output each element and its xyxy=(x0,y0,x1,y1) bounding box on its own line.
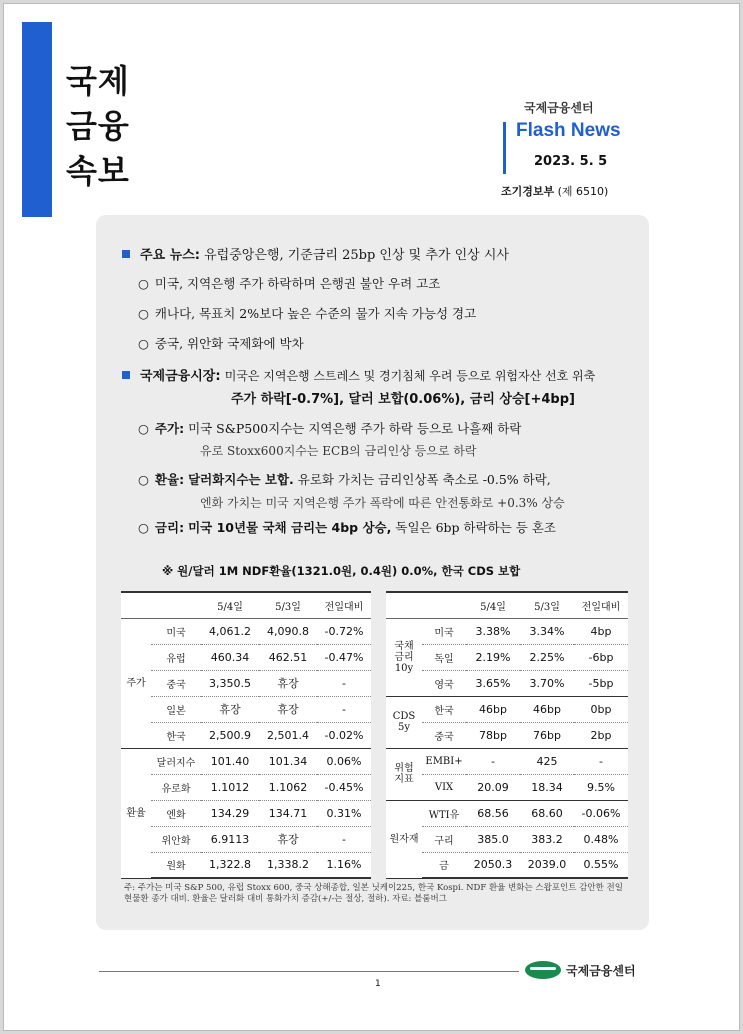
table-row xyxy=(121,670,371,696)
report-date: 2023. 5. 5 xyxy=(534,154,608,169)
stock-fx-table xyxy=(121,591,371,879)
table-cell: - xyxy=(466,748,520,774)
table-cell: 425 xyxy=(520,748,574,774)
table-row xyxy=(386,800,628,826)
title-line-2: 금융 xyxy=(66,107,130,145)
kcif-logo-icon xyxy=(525,961,561,979)
table-cell: 1.1012 xyxy=(201,774,259,800)
group-label: CDS 5y xyxy=(386,696,422,748)
table-cell: 4,061.2 xyxy=(201,618,259,644)
title-line-3: 속보 xyxy=(66,152,130,190)
column-header: 전일대비 xyxy=(317,592,371,618)
row-label: 원화 xyxy=(151,852,201,878)
table-cell: 6.9113 xyxy=(201,826,259,852)
table-cell: -0.47% xyxy=(317,644,371,670)
row-label: 유럽 xyxy=(151,644,201,670)
news-item: ○ 중국, 위안화 국제화에 박차 xyxy=(138,336,304,351)
table-cell: - xyxy=(317,696,371,722)
row-label: 구리 xyxy=(422,826,466,852)
row-label: 중국 xyxy=(151,670,201,696)
table-cell: 1.1062 xyxy=(259,774,317,800)
table-cell: 3.34% xyxy=(520,618,574,644)
table-cell: 3,350.5 xyxy=(201,670,259,696)
row-label: 일본 xyxy=(151,696,201,722)
table-cell: 0bp xyxy=(574,696,628,722)
table-cell: 68.60 xyxy=(520,800,574,826)
table-cell: 2,500.9 xyxy=(201,722,259,748)
table-cell: 4bp xyxy=(574,618,628,644)
row-label: 한국 xyxy=(422,696,466,722)
table-row xyxy=(386,774,628,800)
ndf-note: ※ 원/달러 1M NDF환율(1321.0원, 0.4원) 0.0%, 한국 CDS 보합 xyxy=(162,564,521,578)
series-name: Flash News xyxy=(516,120,621,141)
column-header: 5/4일 xyxy=(201,592,259,618)
table-row xyxy=(121,644,371,670)
table-cell: 2.19% xyxy=(466,644,520,670)
table-row xyxy=(386,852,628,878)
table-cell: 383.2 xyxy=(520,826,574,852)
org-name: 국제금융센터 xyxy=(524,101,594,115)
table-cell: 0.06% xyxy=(317,748,371,774)
table-row xyxy=(386,644,628,670)
table-cell: 46bp xyxy=(520,696,574,722)
table-cell: 2050.3 xyxy=(466,852,520,878)
table-cell: 3.38% xyxy=(466,618,520,644)
table-row xyxy=(121,852,371,878)
column-header xyxy=(386,592,422,618)
main-news-bullet: 주요 뉴스: 유럽중앙은행, 기준금리 25bp 인상 및 추가 인상 시사 xyxy=(122,244,509,263)
table-cell: 2,501.4 xyxy=(259,722,317,748)
table-cell: 1,338.2 xyxy=(259,852,317,878)
table-cell: 0.31% xyxy=(317,800,371,826)
rates-commodities-table xyxy=(386,591,628,879)
rate-item: ○ 금리: 미국 10년물 국채 금리는 4bp 상승, 독일은 6bp 하락하는 등 혼조 xyxy=(138,520,556,535)
table-cell: 0.55% xyxy=(574,852,628,878)
table-cell: 2bp xyxy=(574,722,628,748)
group-label: 원자재 xyxy=(386,800,422,878)
table-row xyxy=(121,800,371,826)
column-header xyxy=(422,592,466,618)
table-row xyxy=(121,722,371,748)
table-cell: -0.06% xyxy=(574,800,628,826)
table-cell: -0.72% xyxy=(317,618,371,644)
row-label: 금 xyxy=(422,852,466,878)
news-item: ○ 미국, 지역은행 주가 하락하며 은행권 불안 우려 고조 xyxy=(138,276,441,291)
table-row xyxy=(121,826,371,852)
fx-line-2: 엔화 가치는 미국 지역은행 주가 폭락에 따른 안전통화로 +0.3% 상승 xyxy=(200,496,565,510)
table-cell: 2039.0 xyxy=(520,852,574,878)
row-label: 한국 xyxy=(151,722,201,748)
table-cell: 3.65% xyxy=(466,670,520,696)
row-label: VIX xyxy=(422,774,466,800)
group-label: 주가 xyxy=(121,618,151,748)
table-cell: 46bp xyxy=(466,696,520,722)
table-cell: 101.40 xyxy=(201,748,259,774)
row-label: 영국 xyxy=(422,670,466,696)
row-label: 중국 xyxy=(422,722,466,748)
market-summary: 주가 하락[-0.7%], 달러 보합(0.06%), 금리 상승[+4bp] xyxy=(231,392,575,407)
table-cell: 3.70% xyxy=(520,670,574,696)
group-label: 위험 지표 xyxy=(386,748,422,800)
row-label: 달러지수 xyxy=(151,748,201,774)
table-cell: - xyxy=(317,670,371,696)
table-cell: 18.34 xyxy=(520,774,574,800)
table-cell: 462.51 xyxy=(259,644,317,670)
table-cell: 385.0 xyxy=(466,826,520,852)
footer-line xyxy=(99,971,519,972)
title-line-1: 국제 xyxy=(66,62,130,100)
table-cell: 휴장 xyxy=(259,696,317,722)
table-cell: 78bp xyxy=(466,722,520,748)
table-cell: 4,090.8 xyxy=(259,618,317,644)
table-row xyxy=(386,722,628,748)
table-row xyxy=(386,670,628,696)
table-cell: - xyxy=(574,748,628,774)
table-row xyxy=(386,618,628,644)
table-cell: -6bp xyxy=(574,644,628,670)
table-row xyxy=(386,826,628,852)
table-cell: 1,322.8 xyxy=(201,852,259,878)
table-cell: 휴장 xyxy=(259,826,317,852)
row-label: 미국 xyxy=(151,618,201,644)
page-number: 1 xyxy=(375,979,381,989)
table-cell: 134.71 xyxy=(259,800,317,826)
table-row xyxy=(121,774,371,800)
market-bullet: 국제금융시장: 미국은 지역은행 스트레스 및 경기침체 우려 등으로 위험자산 선호 위축 xyxy=(122,365,595,384)
row-label: WTI유 xyxy=(422,800,466,826)
footer-logo-text: 국제금융센터 xyxy=(566,964,636,978)
table-cell: 0.48% xyxy=(574,826,628,852)
table-cell: -0.45% xyxy=(317,774,371,800)
square-bullet-icon xyxy=(122,250,130,258)
group-label: 국채 금리 10y xyxy=(386,618,422,696)
footnote: 주: 주가는 미국 S&P 500, 유럽 Stoxx 600, 중국 상해종합, 일본 닛케이225, 한국 Kospi. NDF 환율 변화는 스왑포인트 감안한 전일 현물환 종가 대비. 환율은 달러화 대비 통화가치 증감(+/-는 절상, 절하). 자료: 블룸버그 xyxy=(124,883,623,904)
table-row xyxy=(121,748,371,774)
row-label: 엔화 xyxy=(151,800,201,826)
table-cell: 134.29 xyxy=(201,800,259,826)
column-header: 5/3일 xyxy=(259,592,317,618)
column-header: 5/4일 xyxy=(466,592,520,618)
table-cell: 2.25% xyxy=(520,644,574,670)
table-cell: 휴장 xyxy=(201,696,259,722)
group-label: 환율 xyxy=(121,748,151,878)
table-cell: 460.34 xyxy=(201,644,259,670)
report-page xyxy=(3,3,740,1031)
header-divider xyxy=(503,122,506,174)
table-cell: -0.02% xyxy=(317,722,371,748)
row-label: EMBI+ xyxy=(422,748,466,774)
table-cell: - xyxy=(317,826,371,852)
column-header xyxy=(151,592,201,618)
table-row xyxy=(121,696,371,722)
table-cell: -5bp xyxy=(574,670,628,696)
news-item: ○ 캐나다, 목표치 2%보다 높은 수준의 물가 지속 가능성 경고 xyxy=(138,306,477,321)
table-row xyxy=(386,748,628,774)
table-row xyxy=(386,696,628,722)
table-cell: 101.34 xyxy=(259,748,317,774)
row-label: 위안화 xyxy=(151,826,201,852)
table-cell: 68.56 xyxy=(466,800,520,826)
table-cell: 20.09 xyxy=(466,774,520,800)
row-label: 독일 xyxy=(422,644,466,670)
table-cell: 휴장 xyxy=(259,670,317,696)
row-label: 유로화 xyxy=(151,774,201,800)
table-cell: 9.5% xyxy=(574,774,628,800)
title-accent-bar xyxy=(22,22,52,217)
department: 조기경보부 (제 6510) xyxy=(501,185,609,198)
column-header xyxy=(121,592,151,618)
stock-item: ○ 주가: 미국 S&P500지수는 지역은행 주가 하락 등으로 나흘째 하락 xyxy=(138,421,522,436)
stock-line-2: 유로 Stoxx600지수는 ECB의 금리인상 등으로 하락 xyxy=(200,444,477,458)
table-row xyxy=(121,618,371,644)
table-cell: 1.16% xyxy=(317,852,371,878)
column-header: 전일대비 xyxy=(574,592,628,618)
row-label: 미국 xyxy=(422,618,466,644)
column-header: 5/3일 xyxy=(520,592,574,618)
table-cell: 76bp xyxy=(520,722,574,748)
square-bullet-icon xyxy=(122,371,130,379)
fx-item: ○ 환율: 달러화지수는 보합. 유로화 가치는 금리인상폭 축소로 -0.5% 하락, xyxy=(138,472,551,487)
